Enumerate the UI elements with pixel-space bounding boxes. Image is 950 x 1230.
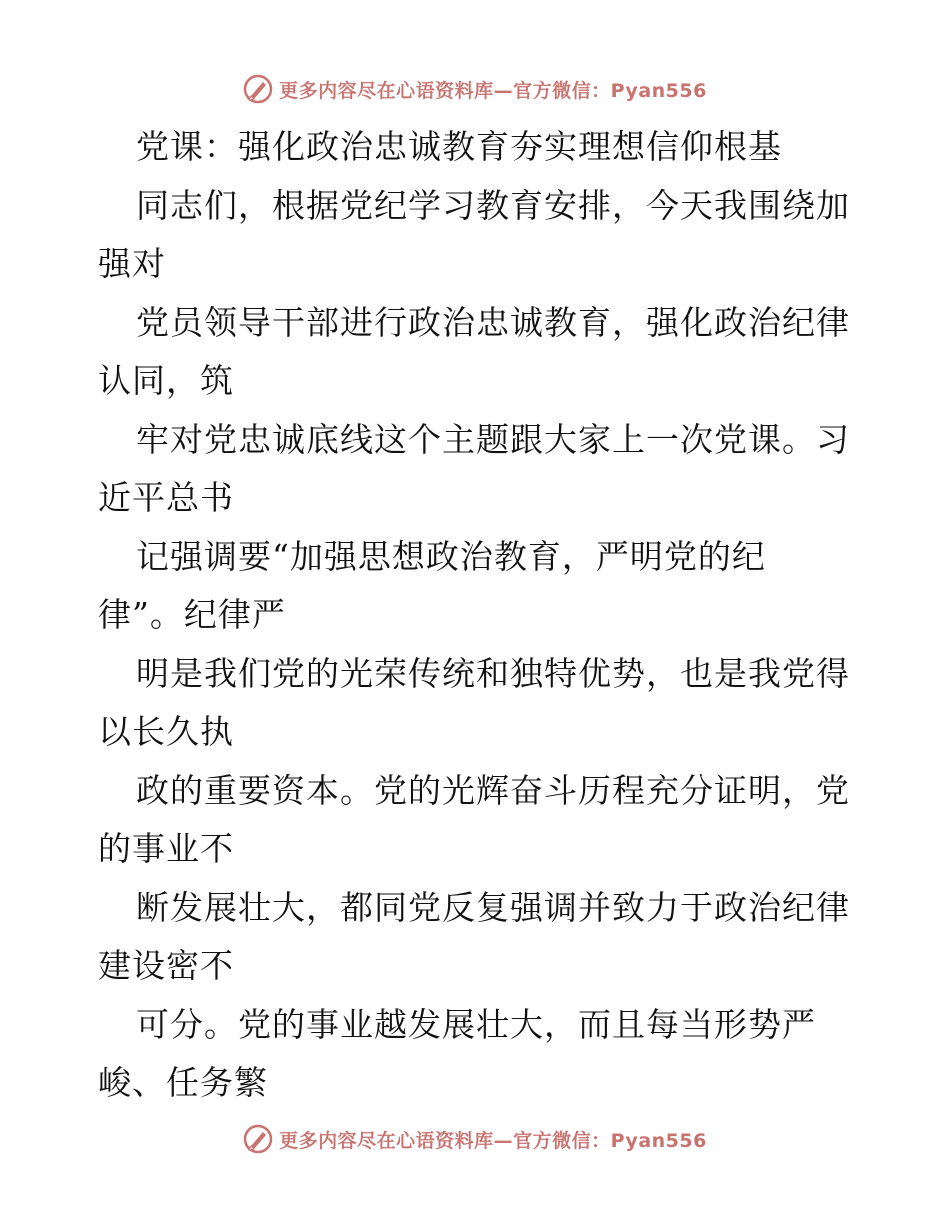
text-line: 律”。纪律严 — [98, 595, 286, 634]
pen-logo-icon — [243, 1124, 273, 1154]
watermark-text: 更多内容尽在心语资料库—官方微信：Pyan556 — [279, 1129, 707, 1152]
text-line: 可分。党的事业越发展壮大，而且每当形势严 — [136, 1004, 816, 1044]
text-line: 党员领导干部进行政治忠诚教育，强化政治纪律 — [136, 302, 850, 342]
text-line: 认同，筑 — [98, 361, 234, 400]
footer-watermark — [0, 1124, 950, 1154]
text-line: 明是我们党的光荣传统和独特优势，也是我党得 — [136, 653, 850, 693]
text-line: 近平总书 — [98, 478, 234, 517]
text-line: 以长久执 — [98, 712, 234, 751]
header-watermark — [0, 74, 950, 104]
text-line: 政的重要资本。党的光辉奋斗历程充分证明，党 — [136, 770, 850, 810]
text-line: 建设密不 — [98, 946, 234, 985]
text-line: 记强调要“加强思想政治教育，严明党的纪 — [136, 536, 766, 576]
document-title: 党课：强化政治忠诚教育夯实理想信仰根基 — [136, 127, 782, 166]
text-line: 牢对党忠诚底线这个主题跟大家上一次党课。习 — [136, 419, 850, 459]
text-line: 断发展壮大，都同党反复强调并致力于政治纪律 — [136, 887, 850, 927]
text-line: 强对 — [98, 244, 166, 283]
text-line: 峻、任务繁 — [98, 1063, 268, 1102]
document-body — [98, 118, 858, 1113]
text-line: 的事业不 — [98, 829, 234, 868]
text-line: 同志们，根据党纪学习教育安排，今天我围绕加 — [136, 185, 850, 225]
watermark-text: 更多内容尽在心语资料库—官方微信：Pyan556 — [279, 79, 707, 102]
pen-logo-icon — [243, 74, 273, 104]
